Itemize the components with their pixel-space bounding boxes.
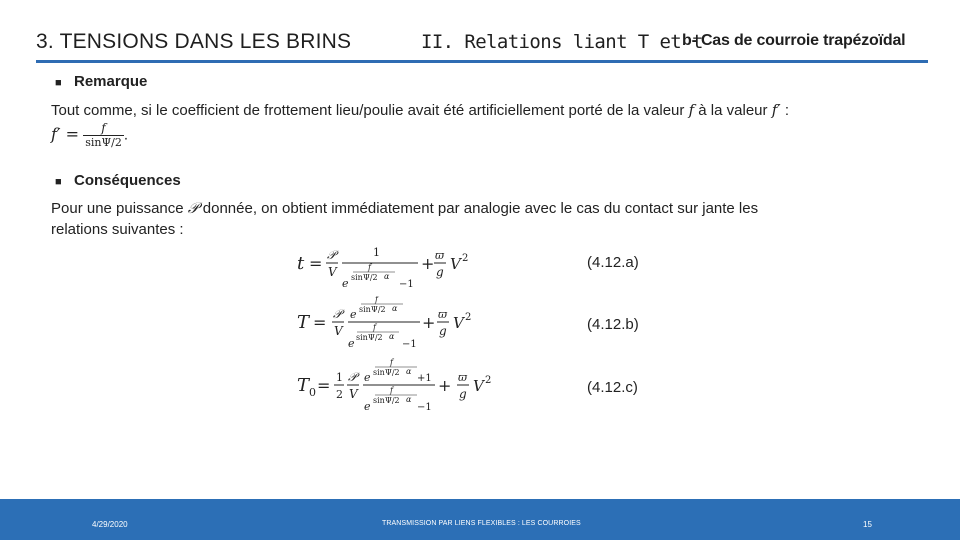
equation-4-12-b	[295, 296, 495, 354]
svg-text:−1: −1	[399, 279, 414, 290]
footer-date: 4/29/2020	[92, 520, 128, 529]
svg-text:V: V	[473, 377, 484, 395]
consequences-heading: Conséquences	[74, 172, 181, 189]
svg-text:2: 2	[485, 375, 492, 386]
svg-text:f: f	[390, 386, 393, 395]
svg-text:=: =	[313, 313, 327, 332]
svg-text:=: =	[309, 254, 323, 273]
section-title: 3. TENSIONS DANS LES BRINS	[36, 30, 352, 53]
formula-numerator: f	[101, 121, 106, 135]
consequences-text	[51, 198, 931, 240]
svg-text:g: g	[459, 387, 467, 401]
svg-text:f: f	[390, 358, 393, 367]
svg-text:e: e	[364, 400, 371, 413]
equation-label-a: (4.12.a)	[587, 254, 639, 271]
svg-text:T: T	[297, 312, 310, 333]
svg-text:e: e	[350, 308, 357, 321]
svg-text:V: V	[328, 265, 337, 279]
f-prime-symbol: f′	[771, 101, 781, 119]
svg-text:e: e	[348, 337, 355, 350]
svg-text:2: 2	[462, 253, 469, 264]
remarque-heading: Remarque	[74, 73, 148, 90]
svg-text:ϖ: ϖ	[438, 308, 447, 321]
svg-text:+: +	[438, 376, 452, 395]
svg-text:+: +	[422, 313, 436, 332]
svg-text:V: V	[450, 255, 461, 273]
equation-4-12-a	[295, 242, 495, 290]
svg-text:sinΨ/2: sinΨ/2	[373, 396, 400, 405]
svg-text:0: 0	[309, 386, 316, 399]
remarque-middle: à la valeur	[698, 102, 768, 119]
svg-text:α: α	[392, 304, 398, 313]
svg-text:α: α	[389, 332, 395, 341]
formula-denominator: sinΨ/2	[85, 136, 122, 149]
formula-end: .	[123, 126, 128, 144]
svg-text:α: α	[406, 367, 412, 376]
page-number: 15	[863, 520, 872, 529]
bullet-icon: ■	[55, 77, 62, 89]
svg-text:T: T	[297, 375, 310, 396]
svg-text:g: g	[439, 324, 447, 338]
svg-text:𝒫: 𝒫	[333, 307, 342, 321]
svg-text:𝒫: 𝒫	[348, 370, 357, 384]
svg-text:−1: −1	[402, 339, 417, 350]
formula-lhs: f′ =	[51, 124, 80, 144]
f-symbol: f	[688, 101, 695, 119]
svg-text:+1: +1	[417, 373, 432, 384]
svg-text:ϖ: ϖ	[435, 249, 444, 262]
svg-text:e: e	[342, 277, 349, 290]
case-title: b- Cas de courroie trapézoïdal	[682, 32, 906, 49]
svg-text:−1: −1	[417, 402, 432, 413]
svg-text:1: 1	[336, 371, 343, 384]
footer-title: TRANSMISSION PAR LIENS FLEXIBLES : LES COURROIES	[382, 520, 581, 527]
remarque-formula	[51, 122, 128, 149]
svg-text:g: g	[436, 265, 444, 279]
equation-4-12-c	[295, 358, 505, 416]
svg-text:α: α	[406, 395, 412, 404]
bullet-icon: ■	[55, 176, 62, 188]
svg-text:V: V	[349, 387, 358, 401]
svg-text:f: f	[368, 263, 371, 272]
svg-text:sinΨ/2: sinΨ/2	[351, 273, 378, 282]
svg-text:f: f	[373, 323, 376, 332]
formula-fraction	[83, 122, 124, 149]
remarque-text	[51, 100, 931, 121]
svg-text:𝒫: 𝒫	[327, 248, 336, 262]
consequences-line1-a: Pour une puissance	[51, 200, 184, 217]
subsection-title: II. Relations liant T et t	[421, 31, 703, 53]
consequences-line1-b: donnée, on obtient immédiatement par analogie avec le cas du contact sur jante les	[202, 200, 759, 217]
svg-text:e: e	[364, 371, 371, 384]
svg-text:sinΨ/2: sinΨ/2	[356, 333, 383, 342]
svg-text:sinΨ/2: sinΨ/2	[373, 368, 400, 377]
svg-text:=: =	[317, 376, 331, 395]
svg-text:sinΨ/2: sinΨ/2	[359, 305, 386, 314]
consequences-line2: relations suivantes :	[51, 221, 184, 238]
svg-text:V: V	[334, 324, 343, 338]
svg-text:2: 2	[336, 388, 343, 401]
svg-text:t: t	[297, 253, 305, 274]
remarque-sentence: Tout comme, si le coefficient de frottement lieu/poulie avait été artificiellement porté de la valeur	[51, 102, 685, 119]
svg-text:2: 2	[465, 312, 472, 323]
svg-text:1: 1	[373, 246, 380, 259]
header-divider	[36, 60, 928, 63]
remarque-colon: :	[784, 102, 789, 119]
equation-label-c: (4.12.c)	[587, 379, 638, 396]
power-symbol: 𝒫	[187, 199, 199, 217]
svg-text:ϖ: ϖ	[458, 371, 467, 384]
equation-label-b: (4.12.b)	[587, 316, 639, 333]
svg-text:f: f	[375, 296, 378, 304]
svg-text:+: +	[421, 254, 435, 273]
svg-text:α: α	[384, 272, 390, 281]
svg-text:V: V	[453, 314, 464, 332]
